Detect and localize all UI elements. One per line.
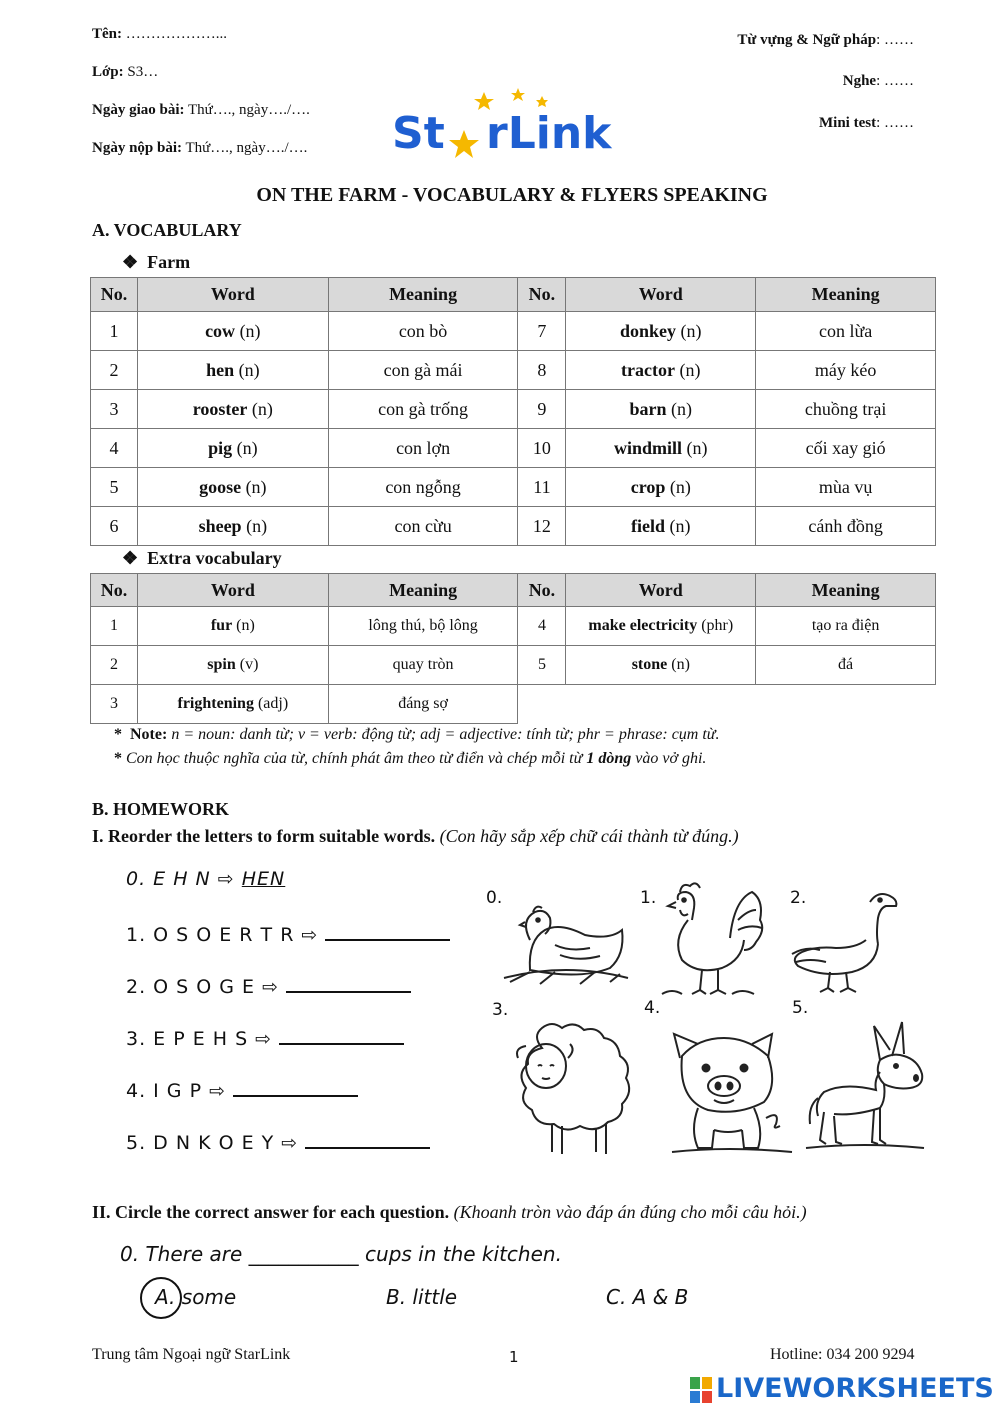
col-word: Word: [137, 278, 328, 312]
logo-text-end: rLink: [486, 108, 612, 159]
submit-date-line: Ngày nộp bài: Thứ…., ngày…./….: [92, 140, 308, 156]
hen-icon: [500, 900, 632, 988]
minitest-score: Mini test: ……: [819, 115, 914, 131]
option-c[interactable]: C. A & B: [606, 1285, 689, 1309]
vocab-grammar-score: Từ vựng & Ngữ pháp: ……: [737, 32, 914, 48]
table-header-row: [91, 278, 936, 312]
image-label-3: 3.: [492, 1000, 509, 1020]
reorder-item-1: 1. O S O E R T R ⇨: [126, 921, 450, 946]
logo-text-start: St: [392, 108, 445, 159]
table-row: 6 sheep (n) con cừu 12 field (n) cánh đồng: [91, 507, 936, 546]
table-row: 1 cow (n) con bò 7 donkey (n) con lừa: [91, 312, 936, 351]
footer-hotline: Hotline: 034 200 9294: [770, 1346, 915, 1363]
part2-heading: II. Circle the correct answer for each question. (Khoanh tròn vào đáp án đúng cho mỗi câu hỏi.): [92, 1202, 807, 1222]
page-title: ON THE FARM - VOCABULARY & FLYERS SPEAKING: [256, 184, 768, 206]
goose-icon: [786, 888, 906, 1000]
option-b[interactable]: B. little: [386, 1285, 458, 1309]
table-row: 3 rooster (n) con gà trống 9 barn (n) chuồng trại: [91, 390, 936, 429]
note-abbreviations: * Note: n = noun: danh từ; v = verb: động từ; adj = adjective: tính từ; phr = phrase: cụm từ.: [114, 726, 720, 743]
rooster-icon: [652, 880, 770, 1000]
section-b-heading: B. HOMEWORK: [92, 799, 230, 819]
starlink-logo: [392, 86, 637, 166]
option-a[interactable]: A. some: [155, 1285, 237, 1309]
question-0-text: 0. There are ___________ cups in the kitchen.: [120, 1242, 562, 1266]
table-row: 5 goose (n) con ngỗng 11 crop (n) mùa vụ: [91, 468, 936, 507]
section-a-heading: A. VOCABULARY: [92, 220, 242, 240]
table-row: 1 fur (n) lông thú, bộ lông 4 make electricity (phr) tạo ra điện: [91, 607, 936, 646]
table-row: 3 frightening (adj) đáng sợ: [91, 685, 936, 724]
reorder-item-3: 3. E P E H S ⇨: [126, 1025, 404, 1050]
diamond-bullet-icon: ❖: [122, 548, 139, 568]
reorder-example: 0. E H N ⇨ HEN: [126, 868, 286, 890]
part1-heading: I. Reorder the letters to form suitable words. (Con hãy sắp xếp chữ cái thành từ đúng.): [92, 826, 739, 846]
name-line: Tên: ………………...: [92, 26, 227, 42]
answer-blank[interactable]: [305, 1129, 430, 1149]
answer-blank[interactable]: [286, 973, 411, 993]
donkey-icon: [804, 1020, 928, 1150]
answer-blank[interactable]: [233, 1077, 358, 1097]
extra-vocab-table: [90, 573, 936, 724]
image-label-4: 4.: [644, 998, 661, 1018]
table-row: 4 pig (n) con lợn 10 windmill (n) cối xay gió: [91, 429, 936, 468]
table-row: 2 spin (v) quay tròn 5 stone (n) đá: [91, 646, 936, 685]
image-label-0: 0.: [486, 888, 503, 908]
farm-heading: ❖ Farm: [122, 252, 191, 272]
col-word: Word: [566, 278, 756, 312]
table-row: 2 hen (n) con gà mái 8 tractor (n) máy kéo: [91, 351, 936, 390]
class-line: Lớp: S3…: [92, 64, 159, 80]
footer-center-name: Trung tâm Ngoại ngữ StarLink: [92, 1346, 291, 1363]
image-label-1: 1.: [640, 888, 657, 908]
listening-score: Nghe: ……: [842, 73, 914, 89]
col-no: No.: [91, 278, 138, 312]
image-label-5: 5.: [792, 998, 809, 1018]
sheep-icon: [512, 1018, 636, 1158]
col-meaning: Meaning: [328, 278, 518, 312]
reorder-item-2: 2. O S O G E ⇨: [126, 973, 411, 998]
farm-vocab-table: [90, 277, 936, 546]
liveworksheets-logo-icon: [690, 1377, 714, 1403]
page-number: 1: [509, 1348, 519, 1366]
extra-heading: ❖ Extra vocabulary: [122, 548, 282, 568]
answer-blank[interactable]: [325, 921, 450, 941]
note-instructions: * Con học thuộc nghĩa của từ, chính phát âm theo từ điển và chép mỗi từ 1 dòng vào vở ghi.: [114, 750, 707, 767]
table-header-row: No. Word Meaning No. Word Meaning: [91, 574, 936, 607]
reorder-item-5: 5. D N K O E Y ⇨: [126, 1129, 430, 1154]
answer-blank[interactable]: [279, 1025, 404, 1045]
image-label-2: 2.: [790, 888, 807, 908]
liveworksheets-watermark: LIVEWORKSHEETS: [690, 1373, 990, 1407]
assign-date-line: Ngày giao bài: Thứ…., ngày…./….: [92, 102, 310, 118]
name-field[interactable]: ………………...: [125, 26, 227, 42]
diamond-bullet-icon: ❖: [122, 252, 139, 272]
pig-icon: [668, 1030, 796, 1158]
col-no: No.: [518, 278, 566, 312]
col-meaning: Meaning: [756, 278, 936, 312]
reorder-item-4: 4. I G P ⇨: [126, 1077, 358, 1102]
